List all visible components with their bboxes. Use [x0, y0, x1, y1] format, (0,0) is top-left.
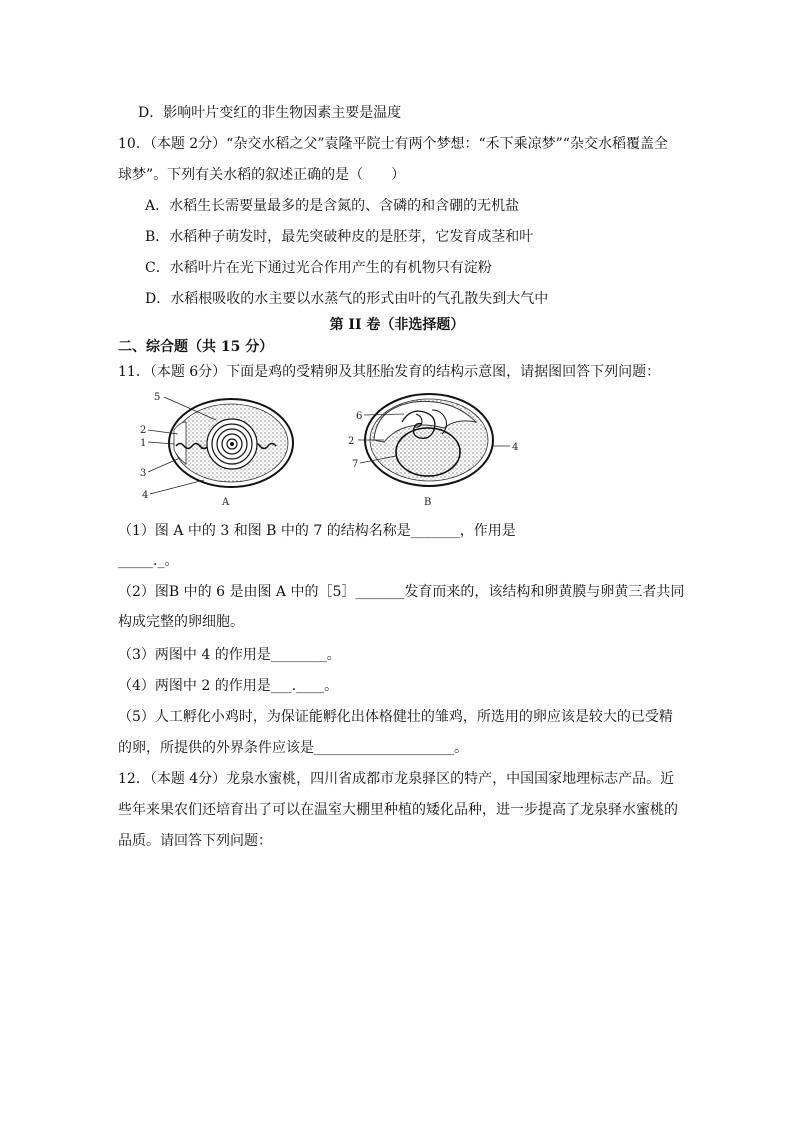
label-1: 1: [140, 438, 147, 449]
yolk-b: [396, 428, 460, 476]
q12-line3: 品质。请回答下列问题：: [118, 833, 272, 849]
q10-option-d: D．水稻根吸收的水主要以水蒸气的形式由叶的气孔散失到大气中: [145, 291, 549, 307]
label-5: 5: [154, 392, 161, 403]
egg-diagram-a: [136, 388, 306, 510]
q10-option-a: A．水稻生长需要量最多的是含氮的、含磷的和含硼的无机盐: [145, 198, 520, 214]
label-7: 7: [352, 459, 359, 470]
section-heading: 二、综合题（共 15 分）: [118, 339, 274, 355]
caption-b: B: [424, 497, 432, 508]
label-3: 3: [140, 468, 147, 479]
q10-option-b: B．水稻种子萌发时，最先突破种皮的是胚芽，它发育成茎和叶: [145, 229, 534, 245]
label-2-b: 2: [348, 436, 355, 447]
q10-stem-line1: 10．（本题 2分）“杂交水稻之父”袁隆平院士有两个梦想：“禾下乘凉梦”“杂交水稻覆盖全: [118, 136, 668, 152]
caption-a: A: [222, 497, 230, 508]
q11-sub2-line1: （2）图B 中的 6 是由图 A 中的［5］_______发育而来的，该结构和卵黄膜与卵黄三者共同: [118, 584, 685, 600]
q11-sub3: （3）两图中 4 的作用是________。: [118, 647, 341, 663]
part2-title: 第 II 卷（非选择题）: [329, 317, 465, 333]
yolk-rings: [207, 419, 257, 469]
q11-sub5-line1: （5）人工孵化小鸡时，为保证能孵化出体格健壮的雏鸡，所选用的卵应该是较大的已受精: [118, 709, 673, 725]
q11-sub1-line2: _____._。: [118, 553, 179, 569]
q11-sub4: （4）两图中 2 的作用是___.____。: [118, 678, 339, 694]
label-2: 2: [140, 425, 147, 436]
q12-line1: 12．（本题 4分）龙泉水蜜桃，四川省成都市龙泉驿区的特产，中国国家地理标志产品。近: [118, 771, 675, 787]
q11-stem: 11．（本题 6分）下面是鸡的受精卵及其胚胎发育的结构示意图，请据图回答下列问题：: [118, 364, 661, 380]
q10-stem-line2: 球梦”。下列有关水稻的叙述正确的是（ ）: [118, 167, 406, 183]
q11-sub1-line1: （1）图 A 中的 3 和图 B 中的 7 的结构名称是_______，作用是: [118, 523, 516, 539]
q10-option-c: C．水稻叶片在光下通过光合作用产生的有机物只有淀粉: [145, 260, 492, 276]
q12-line2: 些年来果农们还培育出了可以在温室大棚里种植的矮化品种，进一步提高了龙泉驿水蜜桃的: [118, 802, 678, 818]
q11-sub5-line2: 的卵，所提供的外界条件应该是____________________。: [118, 740, 468, 756]
q11-sub2-line2: 构成完整的卵细胞。: [118, 614, 244, 630]
q9-option-d: D．影响叶片变红的非生物因素主要是温度: [138, 105, 402, 121]
label-4: 4: [142, 490, 149, 501]
egg-diagram-b: [344, 388, 524, 510]
label-6: 6: [356, 411, 363, 422]
label-4-b: 4: [512, 442, 519, 453]
